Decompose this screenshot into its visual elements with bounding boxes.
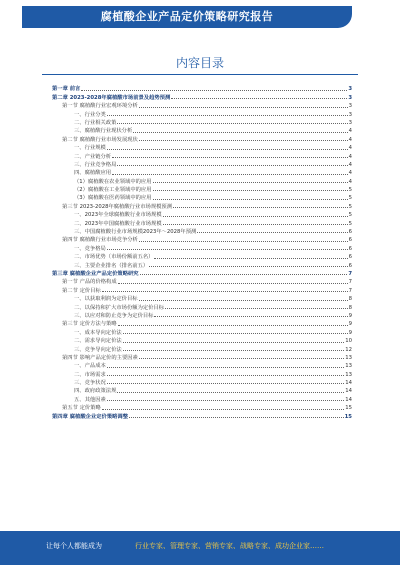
toc-entry-title: 一、以获取利润为定价目标: [74, 296, 138, 303]
dot-leader: [102, 291, 348, 292]
toc-entry-page: 12: [345, 346, 352, 353]
toc-entry[interactable]: [52, 193, 352, 201]
dot-leader: [118, 283, 348, 284]
toc-heading: 内容目录: [175, 56, 224, 70]
toc-entry-page: 4: [348, 170, 352, 177]
toc-entry[interactable]: [52, 319, 352, 327]
toc-entry-page: 8: [348, 296, 352, 303]
toc-entry-page: 7: [348, 270, 352, 277]
toc-entry[interactable]: [52, 386, 352, 394]
toc-entry[interactable]: [52, 134, 352, 142]
dot-leader: [139, 241, 348, 242]
toc-entry-title: （3）腐植酸在医药领域中的应用: [74, 195, 152, 202]
toc-entry-page: 4: [348, 153, 352, 160]
dot-leader: [153, 190, 348, 191]
dot-leader: [153, 182, 348, 183]
report-title: 腐植酸企业产品定价策略研究报告: [100, 10, 274, 23]
toc-entry-title: 第三节 2023-2028年腐植酸行业市场规模预测: [62, 203, 173, 210]
toc-entry-title: 三、竞争状况: [74, 380, 106, 387]
dot-leader: [107, 149, 348, 150]
table-of-contents: [52, 84, 352, 420]
toc-entry-title: 二、2023年中国腐植酸行业市场规模: [74, 220, 162, 227]
toc-entry-title: （2）腐植酸在工业领域中的应用: [74, 187, 152, 194]
footer-slogan: 让每个人都能成为: [46, 542, 102, 550]
toc-entry[interactable]: [52, 243, 352, 251]
dot-leader: [165, 308, 348, 309]
toc-entry-page: 5: [348, 195, 352, 202]
toc-entry[interactable]: [52, 378, 352, 386]
toc-entry-title: 一、产品成本: [74, 363, 106, 370]
toc-entry[interactable]: [52, 126, 352, 134]
toc-entry-title: 三、中国腐植酸行业市场规模2023年～2028年预测: [74, 229, 197, 236]
dot-leader: [197, 232, 347, 233]
toc-entry[interactable]: [52, 143, 352, 151]
dot-leader: [112, 174, 348, 175]
toc-entry[interactable]: [52, 176, 352, 184]
toc-entry[interactable]: [52, 218, 352, 226]
toc-entry[interactable]: [52, 101, 352, 109]
toc-entry-page: 9: [348, 312, 352, 319]
toc-entry-page: 9: [348, 321, 352, 328]
toc-entry-page: 3: [348, 94, 352, 101]
toc-entry-page: 4: [348, 128, 352, 135]
toc-entry-title: 第四节 腐植酸行业市场竞争分析: [62, 237, 138, 244]
dot-leader: [173, 207, 348, 208]
toc-entry-title: 一、2023年全球腐植酸行业市场规模: [74, 212, 162, 219]
toc-entry[interactable]: [52, 118, 352, 126]
toc-entry-title: 一、成本导向定价法: [74, 329, 122, 336]
toc-entry-title: 第一节 产品的价格构成: [62, 279, 117, 286]
toc-entry[interactable]: [52, 302, 352, 310]
toc-entry-title: 一、竞争格局: [74, 245, 106, 252]
dot-leader: [133, 132, 347, 133]
toc-entry[interactable]: [52, 227, 352, 235]
dot-leader: [154, 258, 347, 259]
dot-leader: [163, 224, 348, 225]
toc-entry-title: 第三节 定价方法与策略: [62, 321, 117, 328]
toc-entry-title: 第四节 影响产品定价的主要因素: [62, 354, 138, 361]
toc-entry-title: （1）腐植酸在农业领域中的应用: [74, 178, 152, 185]
toc-entry-page: 13: [345, 354, 352, 361]
toc-entry-page: 3: [348, 111, 352, 118]
dot-leader: [139, 300, 348, 301]
toc-entry-page: 8: [348, 304, 352, 311]
toc-entry-title: 三、竞争导向定价法: [74, 346, 122, 353]
toc-entry-title: 第二章 2023-2028年腐植酸市场前景及趋势预测: [52, 94, 171, 101]
toc-entry-page: 7: [348, 279, 352, 286]
dot-leader: [107, 400, 344, 401]
toc-entry-title: 第二节 定价目标: [62, 287, 101, 294]
dot-leader: [123, 333, 348, 334]
toc-entry-title: 二、产业链分析: [74, 153, 112, 160]
dot-leader: [123, 342, 345, 343]
toc-entry[interactable]: [52, 277, 352, 285]
toc-entry[interactable]: [52, 269, 352, 277]
toc-entry-title: 二、需求导向定价法: [74, 338, 122, 345]
dot-leader: [107, 115, 348, 116]
toc-entry[interactable]: [52, 235, 352, 243]
toc-entry-page: 13: [345, 371, 352, 378]
dot-leader: [149, 266, 347, 267]
toc-entry-page: 6: [348, 237, 352, 244]
dot-leader: [118, 325, 348, 326]
toc-entry[interactable]: [52, 160, 352, 168]
toc-entry-page: 6: [348, 229, 352, 236]
toc-entry-page: 4: [348, 178, 352, 185]
toc-entry-title: 第五节 定价策略: [62, 405, 101, 412]
toc-entry-page: 3: [348, 119, 352, 126]
toc-entry-title: 第四章 腐植酸企业定价策略调整: [52, 413, 129, 420]
dot-leader: [117, 123, 347, 124]
toc-entry-page: 4: [348, 145, 352, 152]
toc-entry-title: 四、政府政策法规: [74, 388, 117, 395]
toc-entry-title: 五、其他因素: [74, 396, 106, 403]
dot-leader: [139, 358, 344, 359]
dot-leader: [117, 392, 344, 393]
footer-roles: 行业专家、管理专家、营销专家、战略专家、成功企业家……: [135, 542, 324, 550]
toc-entry-page: 4: [348, 161, 352, 168]
toc-entry[interactable]: [52, 403, 352, 411]
toc-entry-title: 第一章 前言: [52, 86, 81, 93]
toc-entry[interactable]: [52, 210, 352, 218]
dot-leader: [139, 140, 348, 141]
toc-entry-page: 13: [345, 363, 352, 370]
toc-entry[interactable]: [52, 201, 352, 209]
toc-entry-page: 6: [348, 254, 352, 261]
toc-entry-page: 14: [345, 380, 352, 387]
dot-leader: [154, 316, 347, 317]
report-header: [0, 0, 400, 34]
toc-entry-title: 二、以保持和扩大市场份额为定价目标: [74, 304, 165, 311]
toc-entry-title: 一、行业分类: [74, 111, 106, 118]
dot-leader: [140, 274, 348, 275]
toc-entry-page: 15: [345, 405, 352, 412]
toc-entry-title: 二、市场优势（市场份额前五名）: [74, 254, 154, 261]
toc-entry-title: 二、行业相关政策: [74, 119, 117, 126]
dot-leader: [107, 249, 348, 250]
toc-entry[interactable]: [52, 151, 352, 159]
toc-entry-title: 三、主要企业排名（排名前五）: [74, 262, 149, 269]
dot-leader: [112, 157, 348, 158]
toc-entry[interactable]: [52, 311, 352, 319]
toc-entry-page: 5: [348, 187, 352, 194]
toc-entry-title: 第二节 腐植酸行业市场发展现状: [62, 136, 138, 143]
toc-entry[interactable]: [52, 361, 352, 369]
toc-entry-page: 3: [348, 86, 352, 93]
toc-entry-title: 三、以应对和防止竞争为定价目标: [74, 312, 154, 319]
dot-leader: [81, 90, 347, 91]
toc-divider: [42, 74, 358, 75]
toc-entry-title: 第一节 腐植酸行业宏观环境分析: [62, 103, 138, 110]
toc-entry-title: 一、行业规模: [74, 145, 106, 152]
dot-leader: [117, 165, 347, 166]
toc-entry[interactable]: [52, 336, 352, 344]
toc-entry[interactable]: [52, 411, 352, 419]
dot-leader: [107, 375, 344, 376]
toc-entry-page: 4: [348, 136, 352, 143]
dot-leader: [102, 409, 344, 410]
toc-entry[interactable]: [52, 353, 352, 361]
toc-entry[interactable]: [52, 168, 352, 176]
toc-entry-page: 3: [348, 103, 352, 110]
dot-leader: [107, 383, 344, 384]
toc-entry-page: 7: [348, 287, 352, 294]
toc-entry-title: 三、腐植酸行业现状分析: [74, 128, 133, 135]
toc-entry[interactable]: [52, 109, 352, 117]
toc-entry[interactable]: [52, 84, 352, 92]
toc-entry-title: 第三章 腐植酸企业产品定价策略研究: [52, 270, 139, 277]
toc-entry-page: 6: [348, 245, 352, 252]
toc-entry[interactable]: [52, 260, 352, 268]
dot-leader: [163, 216, 348, 217]
dot-leader: [153, 199, 348, 200]
toc-entry-title: 三、行业竞争格局: [74, 161, 117, 168]
toc-entry-title: 四、腐植酸应用: [74, 170, 112, 177]
toc-entry-page: 5: [348, 203, 352, 210]
toc-entry[interactable]: [52, 285, 352, 293]
toc-entry-page: 5: [348, 220, 352, 227]
toc-entry-page: 14: [345, 396, 352, 403]
toc-entry[interactable]: [52, 369, 352, 377]
toc-entry[interactable]: [52, 252, 352, 260]
toc-entry[interactable]: [52, 327, 352, 335]
toc-entry-page: 9: [348, 329, 352, 336]
toc-entry[interactable]: [52, 92, 352, 100]
dot-leader: [107, 367, 344, 368]
dot-leader: [129, 417, 344, 418]
toc-entry-page: 5: [348, 212, 352, 219]
toc-entry[interactable]: [52, 344, 352, 352]
dot-leader: [171, 98, 347, 99]
toc-entry[interactable]: [52, 394, 352, 402]
dot-leader: [123, 350, 345, 351]
toc-entry-page: 10: [345, 338, 352, 345]
toc-entry-page: 6: [348, 262, 352, 269]
toc-entry[interactable]: [52, 185, 352, 193]
toc-entry-title: 二、市场需求: [74, 371, 106, 378]
dot-leader: [139, 107, 348, 108]
toc-entry[interactable]: [52, 294, 352, 302]
toc-entry-page: 14: [345, 388, 352, 395]
toc-entry-page: 15: [344, 413, 352, 420]
